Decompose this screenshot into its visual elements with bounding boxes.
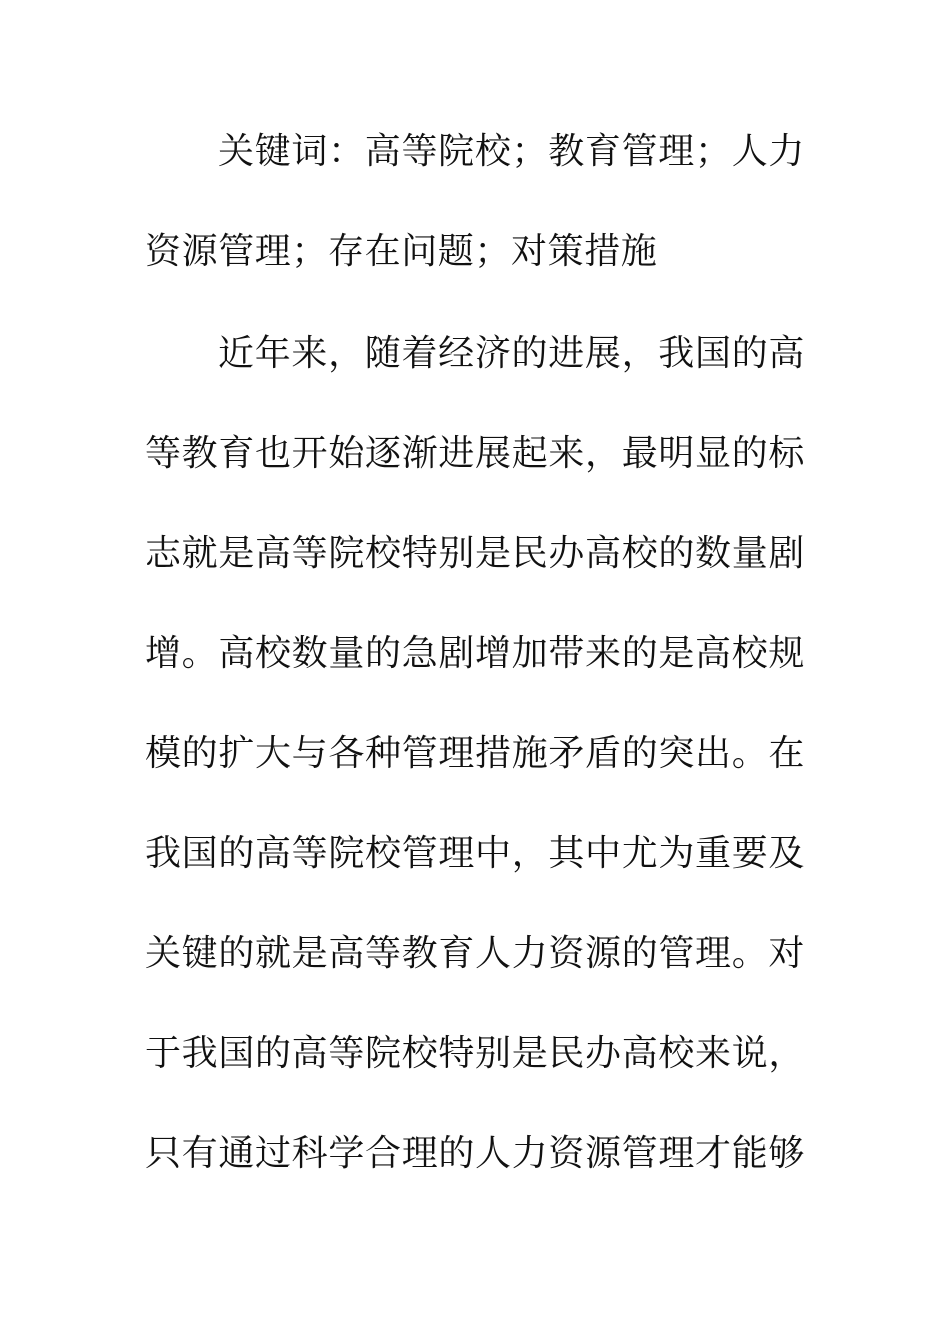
body-line-9: 只有通过科学合理的人力资源管理才能够 (145, 1133, 805, 1174)
body-line-3: 志就是高等院校特别是民办高校的数量剧 (145, 533, 805, 574)
keywords-line-2: 资源管理；存在问题；对策措施 (145, 231, 658, 272)
body-line-6: 我国的高等院校管理中，其中尤为重要及 (145, 833, 805, 874)
body-line-7: 关键的就是高等教育人力资源的管理。对 (145, 933, 805, 974)
body-line-5: 模的扩大与各种管理措施矛盾的突出。在 (145, 733, 805, 774)
body-line-8: 于我国的高等院校特别是民办高校来说， (145, 1033, 805, 1074)
body-line-2: 等教育也开始逐渐进展起来，最明显的标 (145, 433, 805, 474)
body-line-1: 近年来，随着经济的进展，我国的高 (218, 333, 805, 374)
keywords-line-1: 关键词：高等院校；教育管理；人力 (218, 131, 805, 172)
body-line-4: 增。高校数量的急剧增加带来的是高校规 (145, 633, 805, 674)
